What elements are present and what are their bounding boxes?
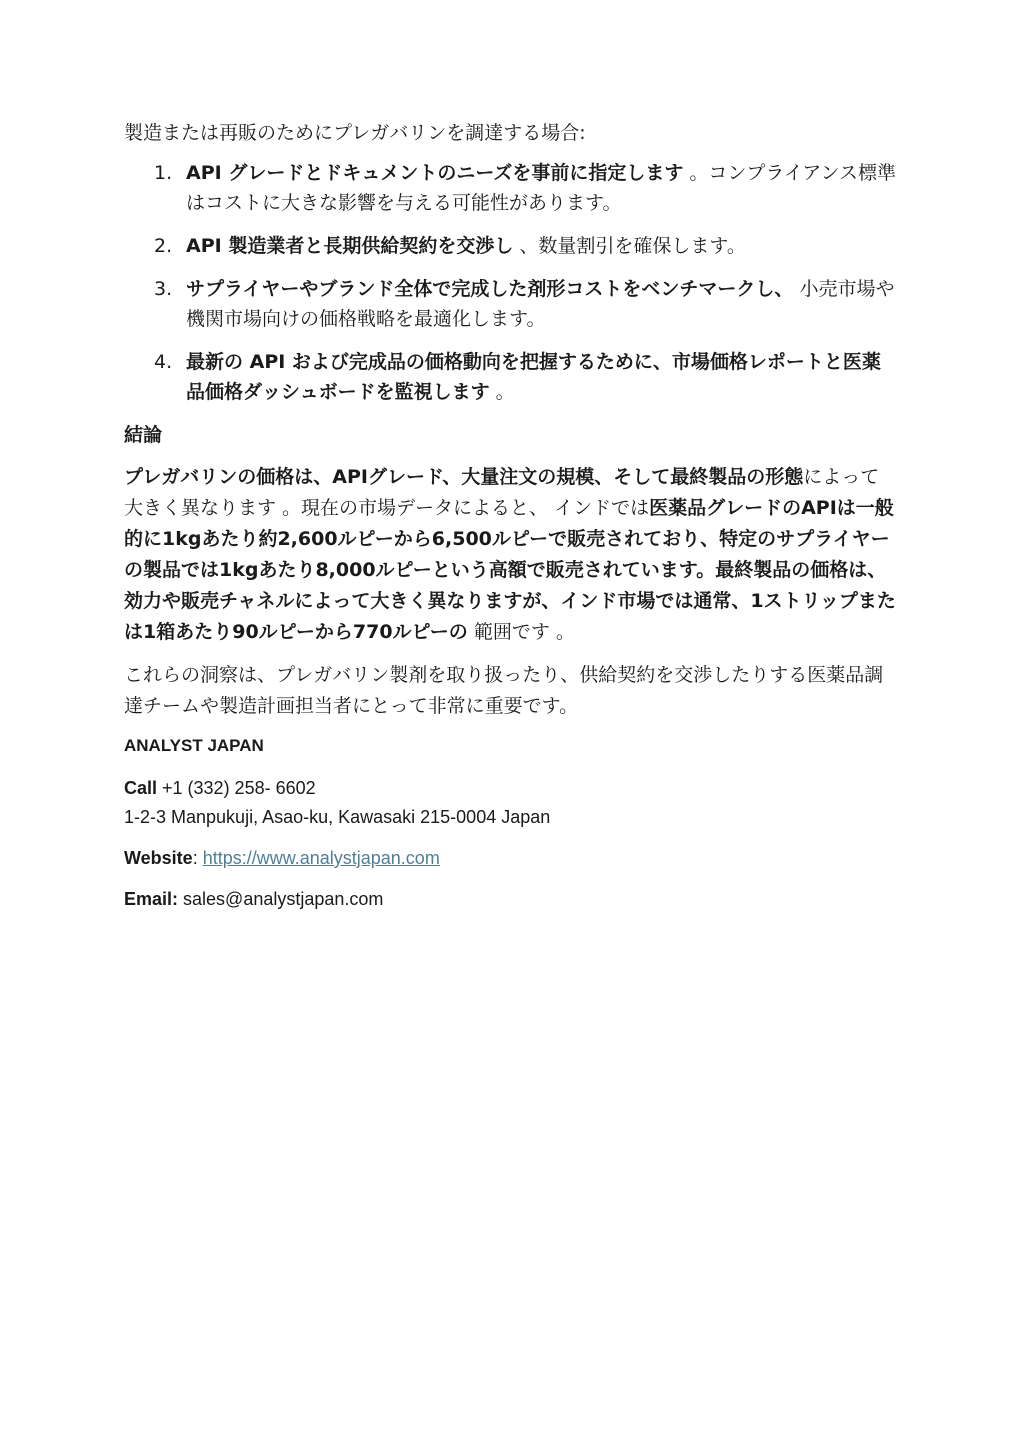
conclusion-paragraph <box>124 462 896 648</box>
website-separator: : <box>192 848 203 868</box>
phone-number: +1 (332) 258- 6602 <box>157 778 316 798</box>
document-page <box>124 118 896 926</box>
list-item-text: 。コンプライアンス標準はコストに大きな影響を与える可能性があります。 <box>186 162 896 214</box>
list-item <box>124 347 896 407</box>
website-line <box>124 844 896 873</box>
email-address: sales@analystjapan.com <box>178 889 384 909</box>
call-label: Call <box>124 778 158 798</box>
intro-text: 製造または再販のためにプレガバリンを調達する場合: <box>124 122 586 144</box>
list-item-bold: サプライヤーやブランド全体で完成した剤形コストをベンチマークし、 <box>186 278 794 300</box>
conclusion-text-2: 範囲です 。 <box>467 621 575 643</box>
list-number: 2. <box>154 235 173 257</box>
website-label: Website <box>124 848 193 868</box>
address-line: 1-2-3 Manpukuji, Asao-ku, Kawasaki 215-0004 Japan <box>124 807 551 827</box>
list-item-text: 小売市場や機関市場向けの価格戦略を最適化します。 <box>186 278 895 330</box>
conclusion-bold-1: プレガバリンの価格は、APIグレード、大量注文の規模、そして最終製品の形態 <box>124 466 804 488</box>
list-number: 4. <box>154 351 173 373</box>
list-item <box>124 158 896 218</box>
email-label: Email: <box>124 889 179 909</box>
phone-line <box>124 774 896 803</box>
contact-call-address <box>124 774 896 832</box>
list-number: 1. <box>154 162 173 184</box>
insight-paragraph: これらの洞察は、プレガバリン製剤を取り扱ったり、供給契約を交渉したりする医薬品調達チームや製造計画担当者にとって非常に重要です。 <box>124 664 884 717</box>
website-link[interactable]: https://www.analystjapan.com <box>202 848 440 868</box>
list-number: 3. <box>154 278 173 300</box>
list-item-bold: 最新の API および完成品の価格動向を把握するために、市場価格レポートと医薬品価格ダッシュボードを監視します <box>186 351 881 403</box>
list-item <box>124 231 896 261</box>
conclusion-heading: 結論 <box>124 424 163 446</box>
list-item <box>124 274 896 334</box>
company-name: ANALYST JAPAN <box>124 736 264 755</box>
list-item-text: 。 <box>489 381 515 403</box>
email-line <box>124 885 896 914</box>
list-item-bold: API グレードとドキュメントのニーズを事前に指定します <box>186 162 684 184</box>
conclusion-text-1: によって大きく異なります 。現在の市場データによると、 インドでは <box>124 466 880 519</box>
list-item-bold: API 製造業者と長期供給契約を交渉し <box>186 235 514 257</box>
conclusion-bold-2: 医薬品グレードのAPIは一般的に1kgあたり約2,600ルピーから6,500ルピーで販売されており、特定のサプライヤーの製品では1kgあたり8,000ルピーという高額で販売されています。最終製品の価格は、効力や販売チャネルによって大きく異なりますが、インド市場では通常、1ストリップまたは1箱あたり90ルピーから770ルピーの <box>124 497 896 643</box>
steps-list <box>124 158 896 407</box>
list-item-text: 、数量割引を確保します。 <box>513 235 746 257</box>
